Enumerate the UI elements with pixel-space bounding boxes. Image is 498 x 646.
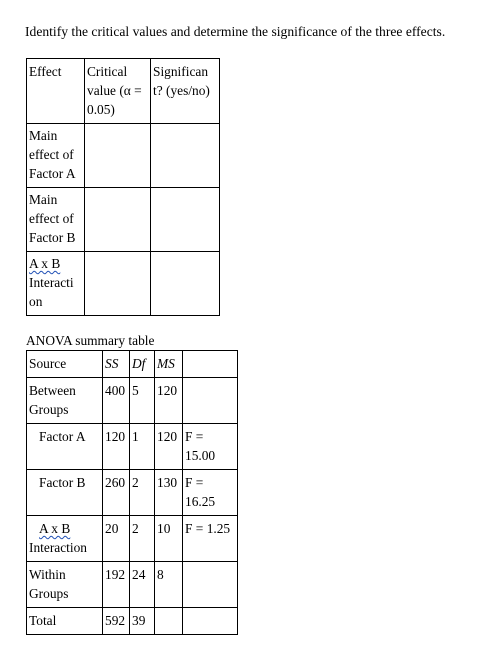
source-cell: Factor A <box>27 424 103 470</box>
df-cell: 24 <box>130 562 155 608</box>
effect-name-line: on <box>29 294 43 309</box>
critical-value-cell-factor-b[interactable] <box>85 188 151 252</box>
source-cell: Factor B <box>27 470 103 516</box>
ms-cell: 8 <box>155 562 183 608</box>
significant-cell-factor-a[interactable] <box>151 124 220 188</box>
f-cell: F = 1.25 <box>183 516 238 562</box>
table-row <box>27 424 238 470</box>
instruction-text: Identify the critical values and determine the significance of the three effects. <box>25 24 446 39</box>
ms-cell: 10 <box>155 516 183 562</box>
significant-cell-factor-b[interactable] <box>151 188 220 252</box>
source-cell: Within Groups <box>27 562 103 608</box>
table-row <box>27 470 238 516</box>
anova-caption: ANOVA summary table <box>26 333 155 348</box>
table-row <box>27 378 238 424</box>
source-line: Interaction <box>29 540 87 555</box>
header-source: Source <box>27 351 103 378</box>
ms-cell <box>155 608 183 635</box>
df-cell: 39 <box>130 608 155 635</box>
source-cell: Total <box>27 608 103 635</box>
effects-table <box>26 58 220 316</box>
ms-cell: 120 <box>155 424 183 470</box>
ss-cell: 20 <box>103 516 130 562</box>
effect-name-line: effect of <box>29 147 74 162</box>
effects-row-factor-a <box>27 124 220 188</box>
effects-header-row <box>27 59 220 124</box>
effect-name-line: effect of <box>29 211 74 226</box>
f-cell <box>183 378 238 424</box>
ms-cell: 130 <box>155 470 183 516</box>
effect-name-line: Main <box>29 128 58 143</box>
header-effect: Effect <box>27 59 85 124</box>
ss-cell: 260 <box>103 470 130 516</box>
f-cell: F = 15.00 <box>183 424 238 470</box>
ss-cell: 592 <box>103 608 130 635</box>
anova-header-row <box>27 351 238 378</box>
header-ms: MS <box>155 351 183 378</box>
header-ss: SS <box>103 351 130 378</box>
df-cell: 5 <box>130 378 155 424</box>
f-cell <box>183 608 238 635</box>
critical-value-cell-factor-a[interactable] <box>85 124 151 188</box>
anova-summary-table <box>26 350 238 635</box>
effect-name-line: Main <box>29 192 58 207</box>
table-row <box>27 516 238 562</box>
source-cell <box>27 516 103 562</box>
df-cell: 1 <box>130 424 155 470</box>
effect-name-cell <box>27 252 85 316</box>
effect-name-line: Factor B <box>29 230 76 245</box>
f-cell: F = 16.25 <box>183 470 238 516</box>
critical-value-cell-interaction[interactable] <box>85 252 151 316</box>
f-cell <box>183 562 238 608</box>
ss-cell: 192 <box>103 562 130 608</box>
effects-row-factor-b <box>27 188 220 252</box>
header-critical-value: Critical value (α = 0.05) <box>85 59 151 124</box>
effect-name-cell <box>27 188 85 252</box>
effect-name-line: A x B <box>29 256 61 271</box>
effect-name-line: Interacti <box>29 275 74 290</box>
effect-name-line: Factor A <box>29 166 76 181</box>
effects-row-interaction <box>27 252 220 316</box>
source-line: A x B <box>39 521 71 536</box>
ms-cell: 120 <box>155 378 183 424</box>
df-cell: 2 <box>130 470 155 516</box>
effect-name-cell <box>27 124 85 188</box>
header-df: Df <box>130 351 155 378</box>
source-cell: Between Groups <box>27 378 103 424</box>
df-cell: 2 <box>130 516 155 562</box>
table-row <box>27 562 238 608</box>
header-significant: Significan t? (yes/no) <box>151 59 220 124</box>
significant-cell-interaction[interactable] <box>151 252 220 316</box>
table-row <box>27 608 238 635</box>
ss-cell: 120 <box>103 424 130 470</box>
header-f <box>183 351 238 378</box>
ss-cell: 400 <box>103 378 130 424</box>
